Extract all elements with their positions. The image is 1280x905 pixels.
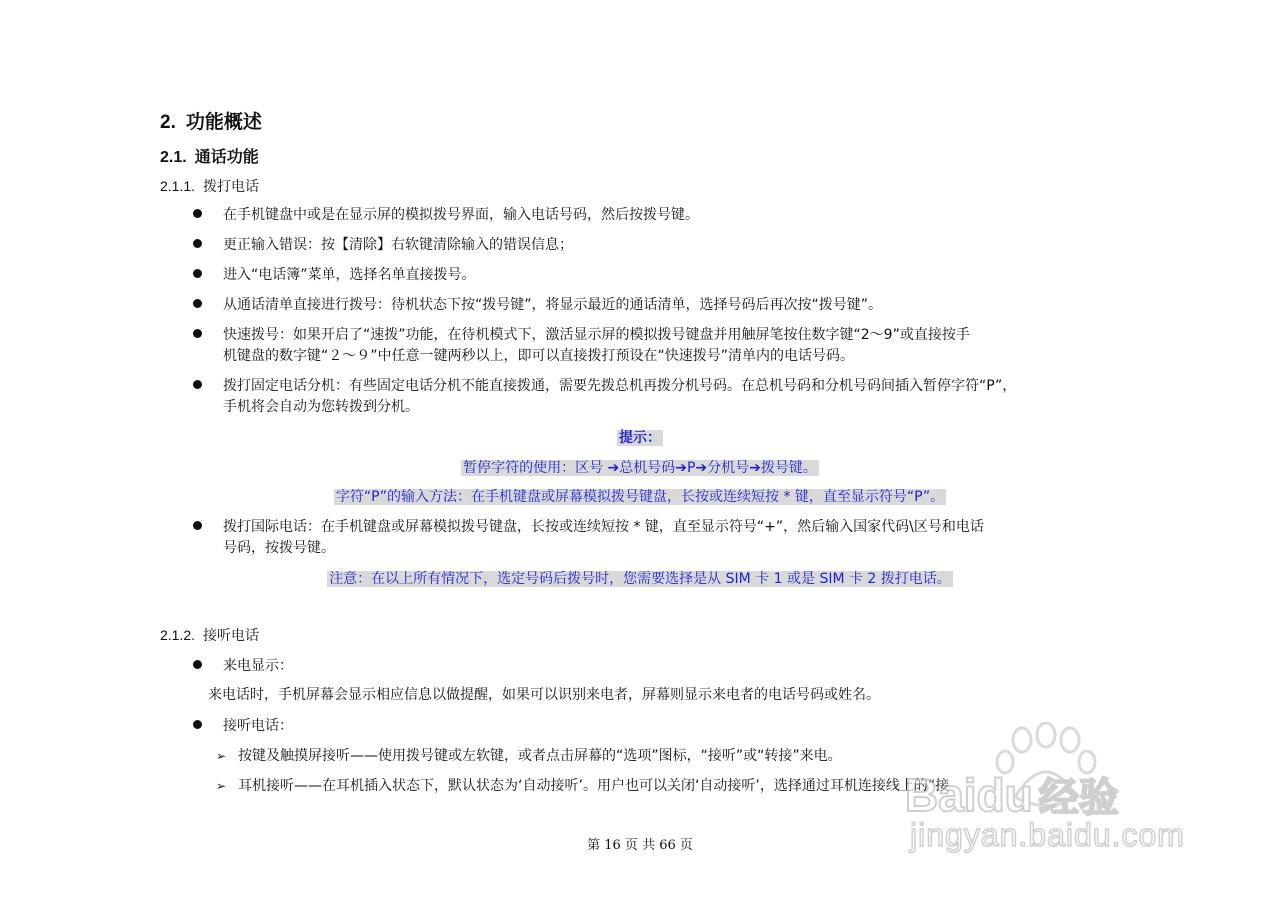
sub-list-item-text: 耳机接听——在耳机插入状态下，默认状态为‘自动接听’。用户也可以关闭‘自动接听’，选择通过耳机连接线上的“接 xyxy=(238,778,950,794)
note-row xyxy=(0,568,1280,589)
page-number: 第 16 页 共 66 页 xyxy=(587,838,693,853)
section-heading-2 xyxy=(160,107,262,134)
sub-list-item xyxy=(216,745,842,767)
watermark-brand: Baidu 经验 xyxy=(905,769,1119,821)
list-item xyxy=(193,375,1016,397)
list-item-continuation: 手机将会自动为您转拨到分机。 xyxy=(223,399,419,415)
list-item xyxy=(193,715,293,737)
list-item-continuation: 机键盘的数字键“２～９”中任意一键两秒以上，即可以直接拨打预设在“快速拨号”清单内的电话号码。 xyxy=(223,348,855,364)
subsubsection-heading-2-1-2 xyxy=(160,625,259,645)
watermark-url: jingyan.baidu.com xyxy=(910,817,1185,853)
list-item-text: 更正输入错误：按【清除】右软键清除输入的错误信息； xyxy=(223,237,573,253)
list-item-text: 拨打固定电话分机：有些固定电话分机不能直接拨通，需要先拨总机再拨分机号码。在总机号码和分机号码间插入暂停字符“P”， xyxy=(223,378,1017,394)
list-item xyxy=(193,324,970,346)
bullet-icon xyxy=(193,269,202,278)
heading-number: 2.1.1. xyxy=(160,178,196,194)
tip-line-2: 字符“P”的输入方法：在手机键盘或屏幕模拟拨号键盘，长按或连续短按 * 键，直至显示符号“P”。 xyxy=(335,489,945,505)
bullet-icon xyxy=(193,209,202,218)
paragraph: 来电话时，手机屏幕会显示相应信息以做提醒，如果可以识别来电者，屏幕则显示来电者的电话号码或姓名。 xyxy=(208,687,880,703)
tip-title: 提示： xyxy=(619,430,661,446)
heading-text: 拨打电话 xyxy=(203,179,260,195)
list-item xyxy=(193,204,699,226)
sub-list-item xyxy=(216,775,949,797)
bullet-icon xyxy=(193,521,202,530)
list-item-continuation: 号码，按拨号键。 xyxy=(223,540,335,556)
list-item xyxy=(193,264,476,286)
heading-number: 2.1.2. xyxy=(160,627,196,643)
list-item xyxy=(193,294,882,316)
list-item xyxy=(193,234,573,256)
heading-text: 功能概述 xyxy=(185,111,262,133)
arrowhead-bullet-icon: ➢ xyxy=(216,779,227,793)
subsubsection-heading-2-1-1 xyxy=(160,176,259,196)
baidu-jingyan-watermark xyxy=(905,722,1205,866)
subsection-heading-2-1 xyxy=(160,144,259,167)
list-item-text: 来电显示： xyxy=(223,658,293,674)
list-item-text: 在手机键盘中或是在显示屏的模拟拨号界面，输入电话号码，然后按拨号键。 xyxy=(223,207,699,223)
tip-line-1-row xyxy=(0,457,1280,478)
heading-number: 2. xyxy=(160,112,176,133)
heading-number: 2.1. xyxy=(160,149,187,166)
bullet-icon xyxy=(193,380,202,389)
tip-line-1: 暂停字符的使用：区号 ➔总机号码➔P➔分机号➔拨号键。 xyxy=(463,460,817,476)
note-text: 注意：在以上所有情况下，选定号码后拨号时，您需要选择是从 SIM 卡 1 或是 SIM 卡 2 拨打电话。 xyxy=(329,571,951,587)
arrowhead-bullet-icon: ➢ xyxy=(216,749,227,763)
list-item-text: 拨打国际电话：在手机键盘或屏幕模拟拨号键盘，长按或连续短按 * 键，直至显示符号“+”，然后输入国家代码\区号和电话 xyxy=(223,519,984,535)
list-item xyxy=(193,655,293,677)
list-item-text: 接听电话： xyxy=(223,718,293,734)
tip-line-2-row xyxy=(0,486,1280,507)
bullet-icon xyxy=(193,329,202,338)
list-item-text: 快速拨号：如果开启了“速拨”功能，在待机模式下，激活显示屏的模拟拨号键盘并用触屏笔按住数字键“2～9”或直接按手 xyxy=(223,327,970,343)
sub-list-item-text: 按键及触摸屏接听——使用拨号键或左软键，或者点击屏幕的“选项”图标，“接听”或“转接”来电。 xyxy=(238,748,842,764)
list-item xyxy=(193,516,984,538)
bullet-icon xyxy=(193,299,202,308)
heading-text: 通话功能 xyxy=(194,147,259,166)
list-item-text: 进入“电话簿”菜单，选择名单直接拨号。 xyxy=(223,267,476,283)
bullet-icon xyxy=(193,660,202,669)
bullet-icon xyxy=(193,239,202,248)
tip-title-row xyxy=(0,427,1280,448)
list-item-text: 从通话清单直接进行拨号：待机状态下按“拨号键”，将显示最近的通话清单，选择号码后再次按“拨号键”。 xyxy=(223,297,883,313)
heading-text: 接听电话 xyxy=(203,628,260,644)
bullet-icon xyxy=(193,720,202,729)
